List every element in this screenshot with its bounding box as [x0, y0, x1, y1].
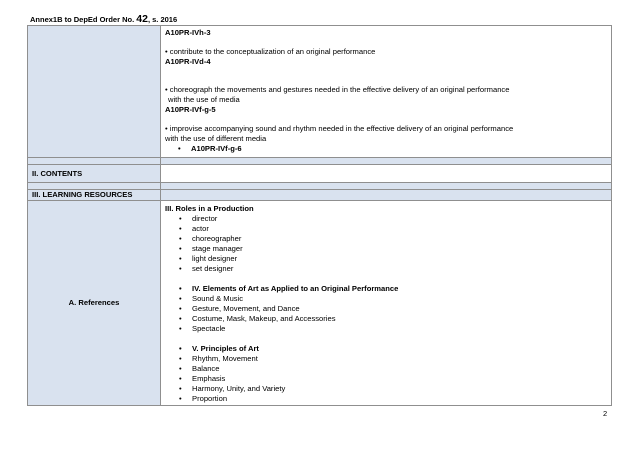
contents-heading: II. CONTENTS: [28, 165, 161, 183]
list-item: • light designer: [165, 254, 607, 264]
competency-text: • improvise accompanying sound and rhythm needed in the effective delivery of an original performance: [165, 124, 514, 133]
list-item: • Gesture, Movement, and Dance: [165, 304, 607, 314]
contents-cell: [161, 165, 612, 183]
list-item: • Proportion: [165, 394, 607, 404]
competency-text: • contribute to the conceptualization of an original performance: [165, 47, 376, 56]
list-item: • set designer: [165, 264, 607, 274]
list-item: • choreographer: [165, 234, 607, 244]
list-item: • actor: [165, 224, 607, 234]
spacer-row: [28, 183, 612, 190]
list-item: • Spectacle: [165, 324, 607, 334]
list-item: • Sound & Music: [165, 294, 607, 304]
competency-code: • A10PR-IVf-g-6: [178, 144, 242, 153]
competency-code: A10PR-IVd-4: [165, 57, 211, 66]
page-number: 2: [603, 409, 608, 418]
contents-row: [28, 165, 612, 183]
resource-list: [165, 214, 607, 274]
spacer-row: [28, 158, 612, 165]
list-item: • Balance: [165, 364, 607, 374]
competency-text-continued: with the use of different media: [165, 134, 267, 143]
resource-list: [165, 284, 607, 294]
list-item: • Harmony, Unity, and Variety: [165, 384, 607, 394]
competency-code: A10PR-IVh-3: [165, 28, 211, 37]
list-item: • Emphasis: [165, 374, 607, 384]
resource-group-title: III. Roles in a Production: [165, 204, 254, 213]
header-prefix: Annex1B to DepEd Order No.: [30, 15, 137, 24]
curriculum-table: [27, 25, 612, 406]
references-heading: A. References: [28, 201, 161, 406]
learning-resources-row: [28, 190, 612, 201]
header-order-number: 42: [136, 13, 148, 25]
competencies-row: [28, 26, 612, 158]
competency-code: A10PR-IVf-g-5: [165, 105, 216, 114]
list-item: • director: [165, 214, 607, 224]
resource-list: [165, 354, 607, 404]
resource-list: [165, 344, 607, 354]
resource-list: [165, 294, 607, 334]
document-header: [30, 13, 177, 25]
resource-group-title: • IV. Elements of Art as Applied to an Original Performance: [165, 284, 607, 294]
header-suffix: , s. 2016: [147, 15, 178, 24]
list-item: • stage manager: [165, 244, 607, 254]
competencies-cell: [161, 26, 612, 158]
learning-resources-heading: III. LEARNING RESOURCES: [28, 190, 161, 201]
competency-text-continued: with the use of media: [168, 95, 240, 104]
competency-text: • choreograph the movements and gestures needed in the effective delivery of an original performance: [165, 85, 510, 94]
competencies-label-cell: [28, 26, 161, 158]
list-item: • Rhythm, Movement: [165, 354, 607, 364]
resource-group-title: • V. Principles of Art: [165, 344, 607, 354]
references-cell: [161, 201, 612, 406]
references-row: [28, 201, 612, 406]
list-item: • Costume, Mask, Makeup, and Accessories: [165, 314, 607, 324]
